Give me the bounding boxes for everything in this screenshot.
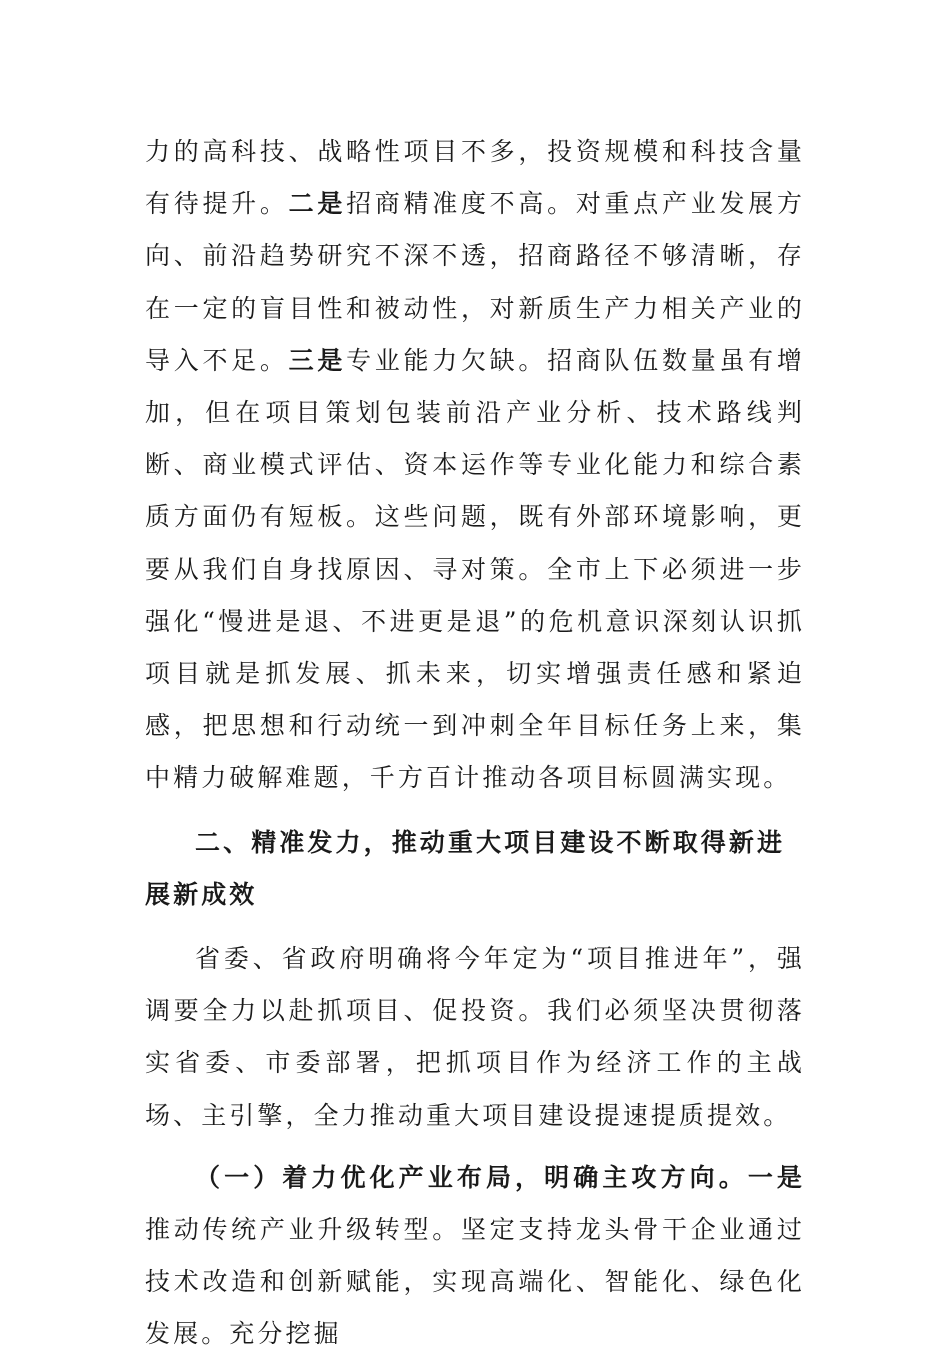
paragraph-text: 力的高科技、战略性项目不多，投资规模和科技含量有待提升。: [145, 137, 805, 219]
document-page: [145, 126, 805, 1361]
paragraph-text: 专业能力欠缺。招商队伍数量虽有增加，但在项目策划包装前沿产业分析、技术路线判断、商业模式评估、资本运作等专业化能力和综合素质方面仍有短板。这些问题，既有外部环境影响，更要从我们自身找原因、寻对策。全市上下必须进一步强化“慢进是退、不进更是退”的危机意识深刻认识抓项目就是抓发展、抓未来，切实增强责任感和紧迫感，把思想和行动统一到冲刺全年目标任务上来，集中精力破解难题，千方百计推动各项目标圆满实现。: [145, 345, 805, 793]
paragraph-text: 推动传统产业升级转型。坚定支持龙头骨干企业通过技术改造和创新赋能，实现高端化、智能化、绿色化发展。充分挖掘: [145, 1215, 805, 1349]
section-heading-2: 二、精准发力，推动重大项目建设不断取得新进展新成效: [145, 827, 786, 909]
paragraph-subsection-1: [145, 1152, 805, 1361]
paragraph-intro: 省委、省政府明确将今年定为“项目推进年”，强调要全力以赴抓项目、促投资。我们必须坚决贯彻落实省委、市委部署，把抓项目作为经济工作的主战场、主引擎，全力推动重大项目建设提速提质提效。: [145, 944, 805, 1130]
bold-marker-two: 二是: [288, 189, 347, 219]
bold-marker-three: 三是: [288, 345, 347, 375]
subsection-heading: （一）着力优化产业布局，明确主攻方向。: [195, 1162, 748, 1192]
paragraph-problems: [145, 126, 805, 805]
paragraph-text: 招商精准度不高。对重点产业发展方向、前沿趋势研究不深不透，招商路径不够清晰，存在一定的盲目性和被动性，对新质生产力相关产业的导入不足。: [145, 189, 805, 375]
bold-marker-one: 一是: [747, 1162, 806, 1192]
